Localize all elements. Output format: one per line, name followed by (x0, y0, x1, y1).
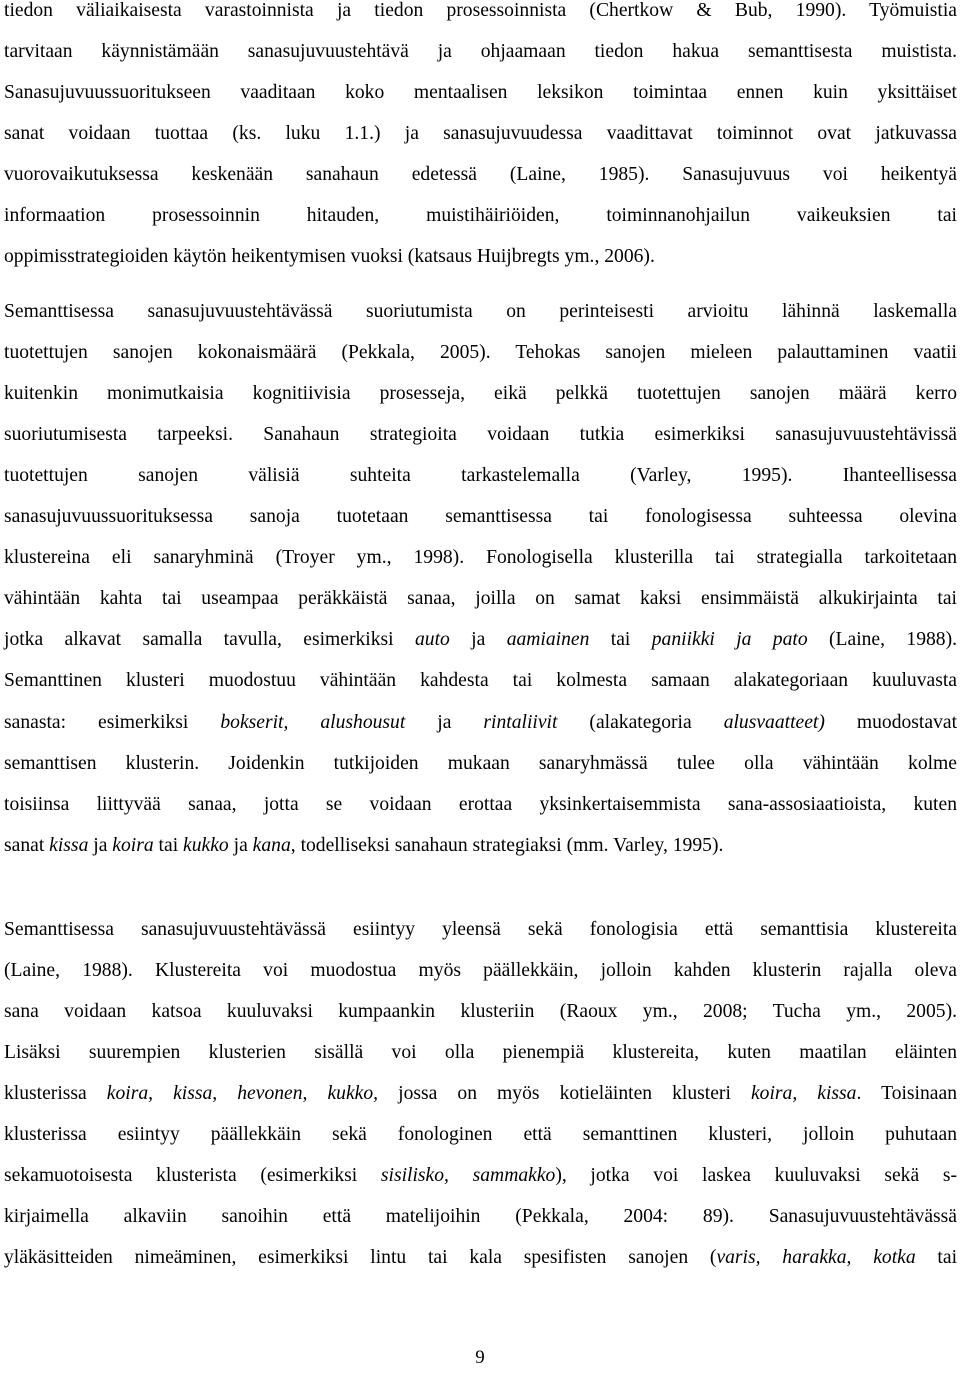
text-line (4, 506, 957, 528)
text-span: tuotettujen sanojen kokonaismäärä (Pekkala, 2005). Tehokas sanojen mieleen palauttaminen vaatii (4, 342, 957, 363)
text-span: muodostavat (824, 712, 958, 733)
text-span: tuotettujen sanojen välisiä suhteita tarkastelemalla (Varley, 1995). Ihanteellisessa (4, 465, 957, 486)
text-line (4, 629, 957, 651)
text-span: (Laine, 1988). Klustereita voi muodostua myös päällekkäin, jolloin kahden klusterin rajalla oleva (4, 960, 957, 981)
italic-example-words: paniikki ja pato (651, 629, 808, 650)
text-span: (Laine, 1988). (807, 629, 958, 650)
text-line (4, 246, 957, 268)
text-line (4, 123, 957, 145)
text-line (4, 1206, 957, 1228)
text-line (4, 712, 957, 734)
text-span: sekamuotoisesta klusterista (esimerkiksi (4, 1165, 381, 1186)
italic-example-words: alusvaatteet) (723, 712, 825, 733)
text-span: vuorovaikutuksessa keskenään sanahaun edetessä (Laine, 1985). Sanasujuvuus voi heikentyä (4, 164, 957, 185)
italic-example-words: koira, kissa, hevonen, kukko, (106, 1083, 379, 1104)
text-span: tarvitaan käynnistämään sanasujuvuustehtävä ja ohjaamaan tiedon hakua semanttisesta muistista. (4, 41, 957, 62)
text-span: kuitenkin monimutkaisia kognitiivisia prosesseja, eikä pelkkä tuotettujen sanojen määrä kerro (4, 383, 957, 404)
text-span: ja (88, 835, 113, 856)
text-span: oppimisstrategioiden käytön heikentymisen vuoksi (katsaus Huijbregts ym., 2006). (4, 246, 655, 267)
text-line (4, 342, 957, 364)
text-span: tai (589, 629, 652, 650)
text-span: semanttisen klusterin. Joidenkin tutkijoiden mukaan sanaryhmässä tulee olla vähintään kolme (4, 753, 957, 774)
italic-example-words: sisilisko, sammakko (380, 1165, 556, 1186)
text-line (4, 1001, 957, 1023)
text-line (4, 1165, 957, 1187)
text-span: klustereina eli sanaryhminä (Troyer ym., 1998). Fonologisella klusterilla tai strategialla tarkoitetaan (4, 547, 957, 568)
italic-example-words: kana (252, 835, 291, 856)
text-span: sanat voidaan tuottaa (ks. luku 1.1.) ja sanasujuvuudessa vaadittavat toiminnot ovat jatkuvassa (4, 123, 957, 144)
text-span: ja (405, 712, 484, 733)
italic-example-words: kukko (183, 835, 229, 856)
italic-example-words: bokserit, alushousut (220, 712, 406, 733)
text-line (4, 753, 957, 775)
text-span: tiedon väliaikaisesta varastoinnista ja tiedon prosessoinnista (Chertkow & Bub, 1990). Työmuistia (4, 0, 957, 21)
text-span: klusterissa (4, 1083, 107, 1104)
text-line (4, 794, 957, 816)
text-line (4, 1083, 957, 1105)
text-line (4, 670, 957, 692)
text-line (4, 588, 957, 610)
text-span: Lisäksi suurempien klusterien sisällä voi olla pienempiä klustereita, kuten maatilan eläinten (4, 1042, 957, 1063)
text-span: sanasujuvuussuorituksessa sanoja tuotetaan semanttisessa tai fonologisessa suhteessa olevina (4, 506, 957, 527)
text-line (4, 547, 957, 569)
text-line (4, 1247, 957, 1269)
text-line (4, 1124, 957, 1146)
text-span: informaation prosessoinnin hitauden, muistihäiriöiden, toiminnanohjailun vaikeuksien tai (4, 205, 957, 226)
text-span: tai (153, 835, 184, 856)
text-line (4, 1042, 957, 1064)
text-span: sana voidaan katsoa kuuluvaksi kumpaankin klusteriin (Raoux ym., 2008; Tucha ym., 2005). (4, 1001, 957, 1022)
italic-example-words: auto (414, 629, 450, 650)
text-span: tai (915, 1247, 958, 1268)
text-span: (alakategoria (557, 712, 724, 733)
text-line (4, 41, 957, 63)
text-line (4, 301, 957, 323)
text-span: Semanttisessa sanasujuvuustehtävässä suoriutumista on perinteisesti arvioitu lähinnä laskemalla (4, 301, 957, 322)
italic-example-words: koira (112, 835, 154, 856)
text-span: sanat (4, 835, 50, 856)
text-line (4, 424, 957, 446)
text-line (4, 960, 957, 982)
text-line (4, 835, 957, 857)
italic-example-words: kissa (49, 835, 89, 856)
text-span: ja (449, 629, 507, 650)
text-span: kirjaimella alkaviin sanoihin että matelijoihin (Pekkala, 2004: 89). Sanasujuvuustehtävässä (4, 1206, 957, 1227)
italic-example-words: rintaliivit (483, 712, 558, 733)
text-span: , todelliseksi sanahaun strategiaksi (mm. Varley, 1995). (290, 835, 724, 856)
text-span: Semanttinen klusteri muodostuu vähintään kahdesta tai kolmesta samaan alakategoriaan kuuluvasta (4, 670, 957, 691)
text-span: jossa on myös kotieläinten klusteri (378, 1083, 751, 1104)
text-span: vähintään kahta tai useampaa peräkkäistä sanaa, joilla on samat kaksi ensimmäistä alkukirjainta tai (4, 588, 957, 609)
text-span: klusterissa esiintyy päällekkäin sekä fonologinen että semanttinen klusteri, jolloin puhutaan (4, 1124, 957, 1145)
text-span: ), jotka voi laskea kuuluvaksi sekä s- (555, 1165, 957, 1186)
text-span: Semanttisessa sanasujuvuustehtävässä esiintyy yleensä sekä fonologisia että semanttisia klustereita (4, 919, 957, 940)
text-span: jotka alkavat samalla tavulla, esimerkiksi (4, 629, 415, 650)
text-span: Sanasujuvuussuoritukseen vaaditaan koko mentaalisen leksikon toimintaa ennen kuin yksittäiset (4, 82, 957, 103)
text-span: suoriutumisesta tarpeeksi. Sanahaun strategioita voidaan tutkia esimerkiksi sanasujuvuustehtävissä (4, 424, 957, 445)
text-line (4, 205, 957, 227)
text-line (4, 0, 957, 22)
text-line (4, 82, 957, 104)
italic-example-words: aamiainen (506, 629, 590, 650)
text-span: . Toisinaan (856, 1083, 957, 1104)
text-span: ja (228, 835, 253, 856)
text-span: sanasta: esimerkiksi (4, 712, 221, 733)
text-span: yläkäsitteiden nimeäminen, esimerkiksi lintu tai kala spesifisten sanojen ( (4, 1247, 717, 1268)
page-number: 9 (475, 1347, 485, 1368)
text-line (4, 383, 957, 405)
text-line (4, 164, 957, 186)
italic-example-words: varis, harakka, kotka (716, 1247, 916, 1268)
italic-example-words: koira, kissa (750, 1083, 857, 1104)
text-line (4, 465, 957, 487)
text-line (4, 919, 957, 941)
text-span: toisiinsa liittyvää sanaa, jotta se voidaan erottaa yksinkertaisemmista sana-assosiaatioista, kuten (4, 794, 957, 815)
